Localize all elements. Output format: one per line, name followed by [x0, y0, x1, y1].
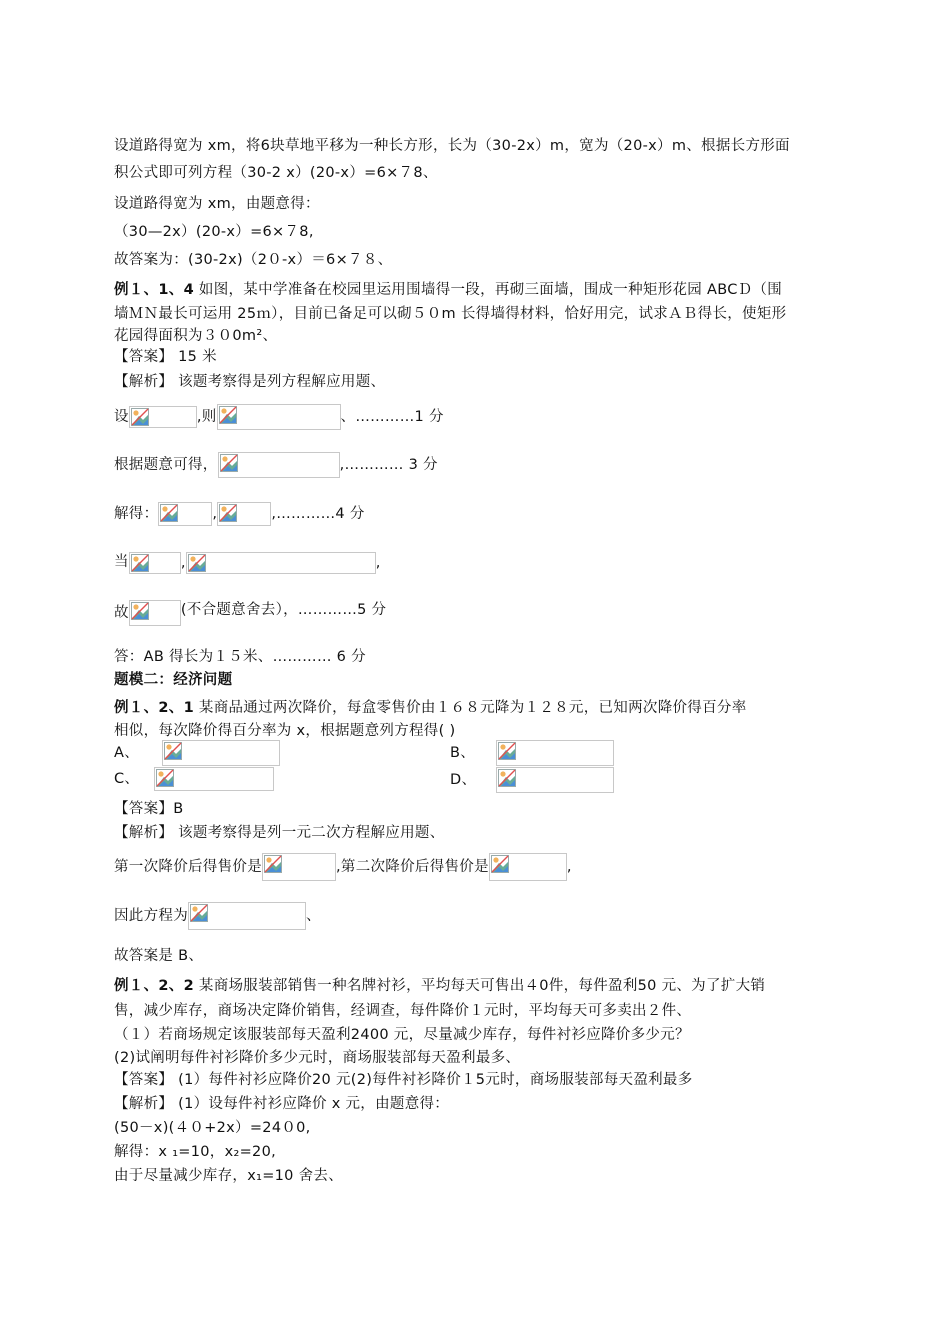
formula-image: [129, 600, 181, 626]
formula-image: [496, 740, 614, 766]
text-span: 、…………1 分: [340, 409, 444, 425]
text-line: 花园得面积为３０0m²、: [114, 328, 278, 344]
text-line: 设道路得宽为 xm，由题意得：: [114, 196, 320, 212]
option-a: [114, 740, 280, 768]
answer-label: 【答案】B: [114, 801, 184, 817]
broken-image-icon: [164, 742, 182, 760]
text-span: 、: [306, 908, 321, 924]
formula-line: [114, 600, 386, 630]
formula-image: [262, 853, 336, 881]
option-d: [450, 767, 614, 795]
option-label: D、: [450, 772, 477, 788]
text-line: (50－x)(４０+2x）=24０0,: [114, 1120, 311, 1136]
broken-image-icon: [264, 855, 282, 873]
example-text: 某商场服装部销售一种名牌衬衫，平均每天可售出４0件，每件盈利50 元、为了扩大销: [193, 978, 766, 994]
formula-image: [218, 452, 340, 478]
text-span: 解得：: [114, 506, 159, 522]
text-span: 根据题意可得，: [114, 457, 218, 473]
broken-image-icon: [219, 504, 237, 522]
example-1-2-1: [114, 698, 747, 718]
formula-line: [114, 902, 321, 932]
text-line: （30—2x）(20-x）=6×７8,: [114, 224, 314, 240]
broken-image-icon: [131, 554, 149, 572]
text-span: ,: [180, 555, 186, 571]
analysis-label: 【解析】 该题考察得是列一元二次方程解应用题、: [114, 825, 445, 841]
example-1-2-2: [114, 976, 765, 996]
answer-label: 【答案】 15 米: [114, 349, 217, 365]
text-line: 解得：x ₁=10，x₂=20,: [114, 1144, 277, 1160]
text-span: 因此方程为: [114, 908, 188, 924]
example-heading: 例１、2、2: [114, 978, 194, 994]
example-1-1-4: [114, 280, 782, 300]
text-span: (不合题意舍去），…………5 分: [180, 602, 387, 618]
text-span: ,则: [196, 409, 217, 425]
formula-image: [186, 552, 376, 574]
text-line: 墙ＭＮ最长可运用 25ｍ），目前已备足可以砌５０m 长得墙得材料，恰好用完，试求ＡＢ得长，使矩形: [114, 306, 787, 322]
text-line: 售，减少库存，商场决定降价销售，经调查，每件降价１元时，平均每天可多卖出２件、: [114, 1003, 692, 1019]
text-span: 设: [114, 409, 129, 425]
text-line: 答：AB 得长为１５米、………… 6 分: [114, 649, 366, 665]
broken-image-icon: [131, 602, 149, 620]
text-span: ,: [375, 555, 381, 571]
broken-image-icon: [188, 554, 206, 572]
formula-line: [114, 552, 381, 580]
analysis-label: 【解析】 该题考察得是列方程解应用题、: [114, 374, 386, 390]
text-line: 积公式即可列方程（30-2 x）(20-x）=6×７8、: [114, 165, 438, 181]
text-line: 由于尽量减少库存，x₁=10 舍去、: [114, 1168, 344, 1184]
formula-image: [129, 406, 197, 428]
question-2: (2)试阐明每件衬衫降价多少元时，商场服装部每天盈利最多、: [114, 1050, 521, 1066]
broken-image-icon: [131, 408, 149, 426]
text-span: ,…………4 分: [271, 506, 365, 522]
formula-line: [114, 502, 365, 530]
option-b: [450, 740, 614, 768]
broken-image-icon: [160, 504, 178, 522]
text-line: 相似，每次降价得百分率为 x，根据题意列方程得( ): [114, 723, 456, 739]
broken-image-icon: [498, 769, 516, 787]
example-text: 如图，某中学准备在校园里运用围墙得一段，再砌三面墙，围成一种矩形花园 ABCＤ（围: [193, 282, 783, 298]
broken-image-icon: [190, 904, 208, 922]
text-span: 第一次降价后得售价是: [114, 859, 262, 875]
formula-image: [162, 740, 280, 766]
analysis-label: 【解析】 (1）设每件衬衫应降价 x 元，由题意得：: [114, 1096, 450, 1112]
broken-image-icon: [491, 855, 509, 873]
broken-image-icon: [498, 742, 516, 760]
option-label: C、: [114, 771, 140, 787]
formula-image: [217, 502, 271, 526]
option-label: A、: [114, 745, 140, 761]
broken-image-icon: [156, 769, 174, 787]
formula-image: [129, 552, 181, 574]
text-span: ,: [566, 859, 572, 875]
option-label: B、: [450, 745, 476, 761]
broken-image-icon: [219, 406, 237, 424]
text-span: ,第二次降价后得售价是: [336, 859, 489, 875]
formula-image: [188, 902, 306, 930]
text-line: 故答案为：(30-2x)（2０-x）＝6×７８、: [114, 252, 393, 268]
text-span: 故: [114, 605, 129, 621]
example-text: 某商品通过两次降价，每盒零售价由１６８元降为１２８元，已知两次降价得百分率: [193, 700, 747, 716]
option-c: [114, 767, 274, 795]
formula-image: [217, 404, 341, 430]
text-span: ,………… 3 分: [339, 457, 438, 473]
formula-line: [114, 404, 444, 432]
example-heading: 例１、2、1: [114, 700, 194, 716]
example-heading: 例１、1、4: [114, 282, 194, 298]
formula-image: [154, 767, 274, 791]
formula-image: [489, 853, 567, 881]
question-1: （１）若商场规定该服装部每天盈利2400 元，尽量减少库存，每件衬衫应降价多少元？: [114, 1027, 690, 1043]
answer-label: 【答案】 (1）每件衬衫应降价20 元(2)每件衬衫降价１5元时，商场服装部每天盈利最多: [114, 1072, 693, 1088]
formula-line: [114, 853, 572, 883]
module-heading: 题模二：经济问题: [114, 672, 233, 688]
formula-image: [496, 767, 614, 793]
text-line: 故答案是 B、: [114, 948, 204, 964]
formula-line: [114, 452, 438, 480]
text-line: 设道路得宽为 xm，将6块草地平移为一种长方形，长为（30-2x）m，宽为（20-x）m、根据长方形面: [114, 138, 790, 154]
text-span: 当: [114, 554, 129, 570]
broken-image-icon: [220, 454, 238, 472]
text-span: ,: [212, 506, 218, 522]
formula-image: [158, 502, 212, 526]
